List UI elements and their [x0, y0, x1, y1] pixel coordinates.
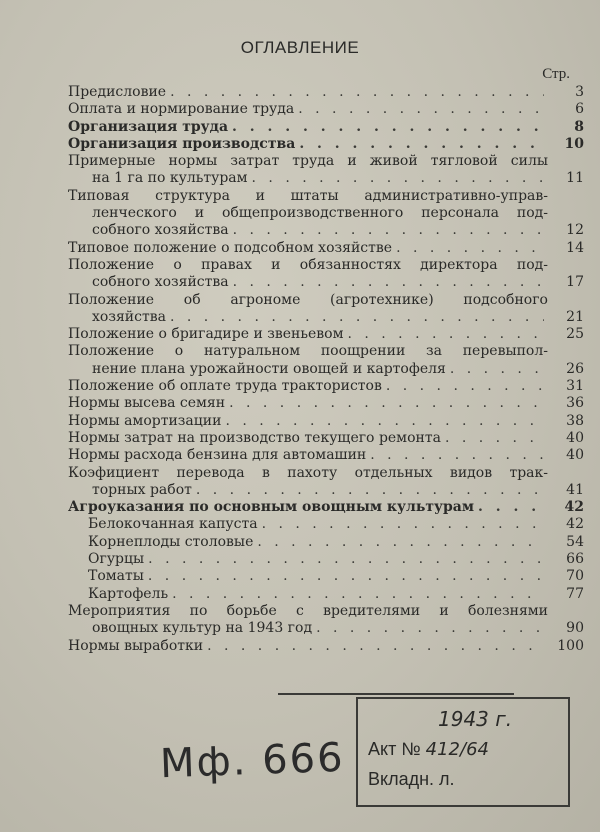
toc-entry-line: Положение об агрономе (агротехнике) подсобного: [68, 291, 548, 308]
toc-page-number: 54: [566, 533, 584, 550]
stamp-act: [368, 739, 489, 760]
toc-entry-text: Огурцы: [88, 551, 145, 568]
toc-title: ОГЛАВЛЕНИЕ: [240, 38, 360, 57]
toc-entry-text: Организация труда: [68, 118, 229, 135]
dot-leader: [170, 84, 544, 101]
stamp-year: 1943 г.: [438, 707, 513, 731]
stamp-act-number: 412/64: [425, 739, 489, 760]
toc-entry: [68, 343, 584, 378]
toc-page-number: 40: [566, 447, 584, 464]
toc-entry-line: [68, 620, 584, 637]
table-of-contents: [68, 84, 584, 655]
toc-entry-text: хозяйства: [92, 308, 166, 325]
toc-page-number: 41: [566, 481, 584, 498]
toc-entry-line: Коэфициент перевода в пахоту отдельных видов трак-: [68, 464, 548, 481]
toc-entry-text: Организация производства: [68, 135, 296, 152]
toc-entry-line: Мероприятия по борьбе с вредителями и болезнями: [68, 602, 548, 619]
toc-entry-line: [68, 482, 584, 499]
toc-entry-line: [68, 638, 584, 655]
toc-entry-line: ленческого и общепроизводственного персонала под-: [92, 205, 548, 222]
dot-leader: [396, 240, 544, 257]
toc-entry-text: нение плана урожайности овощей и картофеля: [92, 360, 446, 377]
toc-entry: [68, 638, 584, 655]
toc-page-number: 77: [566, 585, 584, 602]
toc-entry: [68, 568, 584, 585]
toc-entry-line: [68, 499, 584, 516]
toc-page-number: 21: [566, 308, 584, 325]
toc-entry-text: Картофель: [88, 585, 169, 602]
toc-entry-text: собного хозяйства: [92, 222, 229, 239]
toc-page-number: 36: [566, 395, 584, 412]
toc-entry-text: Положение об оплате труда трактористов: [68, 378, 382, 395]
toc-entry-line: [88, 586, 584, 603]
toc-page-number: 42: [566, 516, 584, 533]
toc-page-number: 3: [575, 84, 584, 100]
page-column-header: Стр.: [542, 66, 570, 82]
toc-entry-line: [68, 326, 584, 343]
toc-page-number: 90: [566, 620, 584, 637]
toc-entry-line: [88, 516, 584, 533]
archive-stamp: [356, 697, 570, 807]
dot-leader: [445, 430, 544, 447]
toc-page-number: 38: [566, 412, 584, 429]
toc-entry: [68, 603, 584, 638]
toc-page-number: 12: [566, 222, 584, 239]
dot-leader: [233, 274, 544, 291]
toc-page-number: 70: [566, 568, 584, 585]
dot-leader: [232, 119, 544, 136]
toc-entry-line: [68, 119, 584, 136]
toc-page-number: 10: [564, 135, 584, 152]
dot-leader: [207, 638, 544, 655]
toc-entry: [68, 378, 584, 395]
dot-leader: [262, 516, 544, 533]
dot-leader: [196, 482, 544, 499]
toc-entry-text: Агроуказания по основным овощным культурам: [68, 499, 475, 516]
dot-leader: [257, 534, 544, 551]
toc-entry-line: Примерные нормы затрат труда и живой тягловой силы: [68, 153, 548, 170]
toc-page-number: 100: [557, 637, 584, 654]
toc-page-number: 40: [566, 429, 584, 446]
toc-entry-text: Нормы затрат на производство текущего ремонта: [68, 429, 441, 446]
toc-entry-text: собного хозяйства: [92, 274, 229, 291]
dot-leader: [252, 170, 544, 187]
toc-entry-text: Томаты: [88, 568, 144, 585]
toc-entry-line: [88, 551, 584, 568]
toc-entry: [68, 413, 584, 430]
toc-entry-line: [68, 309, 584, 326]
toc-entry: [68, 586, 584, 603]
toc-entry: [68, 465, 584, 500]
toc-entry-line: Положение о правах и обязанностях директора под-: [68, 256, 548, 273]
stamp-rule: [278, 693, 514, 695]
toc-page-number: 14: [566, 239, 584, 256]
dot-leader: [299, 136, 544, 153]
dot-leader: [148, 568, 544, 585]
toc-page-number: 8: [574, 118, 584, 135]
handwritten-shelfmark: Мф. 666: [159, 734, 346, 788]
toc-entry-line: [88, 568, 584, 585]
dot-leader: [298, 101, 544, 118]
toc-entry-text: Предисловие: [68, 84, 167, 100]
toc-entry-text: Нормы расхода бензина для автомашин: [68, 447, 367, 464]
toc-entry-line: [68, 274, 584, 291]
dot-leader: [347, 326, 544, 343]
toc-entry: [68, 326, 584, 343]
toc-entry: [68, 240, 584, 257]
toc-entry: [68, 136, 584, 153]
toc-page-number: 66: [566, 551, 584, 568]
toc-entry-line: [68, 136, 584, 153]
toc-page-number: 25: [566, 326, 584, 343]
toc-page-number: 42: [564, 499, 584, 516]
toc-entry-text: Белокочанная капуста: [88, 516, 258, 533]
dot-leader: [229, 395, 544, 412]
toc-entry: [68, 119, 584, 136]
toc-entry: [68, 430, 584, 447]
toc-entry-text: Нормы высева семян: [68, 395, 226, 412]
toc-entry-line: [68, 430, 584, 447]
toc-entry: [68, 551, 584, 568]
toc-entry-line: Типовая структура и штаты административно-управ-: [68, 187, 548, 204]
toc-entry-line: [68, 447, 584, 464]
toc-entry-text: Типовое положение о подсобном хозяйстве: [68, 239, 393, 256]
toc-entry-line: [68, 395, 584, 412]
toc-page-number: 11: [566, 170, 584, 187]
dot-leader: [225, 413, 544, 430]
toc-entry-line: [68, 84, 584, 101]
toc-entry-text: на 1 га по культурам: [92, 170, 248, 187]
dot-leader: [316, 620, 544, 637]
toc-entry: [68, 447, 584, 464]
dot-leader: [233, 222, 544, 239]
toc-entry-line: [88, 534, 584, 551]
toc-page-number: 17: [566, 274, 584, 291]
dot-leader: [170, 309, 544, 326]
toc-entry-text: Положение о бригадире и звеньевом: [68, 326, 344, 343]
toc-page-number: 31: [566, 378, 584, 395]
dot-leader: [386, 378, 544, 395]
toc-entry-line: [68, 378, 584, 395]
dot-leader: [148, 551, 544, 568]
toc-page-number: 26: [566, 360, 584, 377]
toc-entry: [68, 516, 584, 533]
stamp-act-label: Акт №: [368, 739, 421, 759]
stamp-insert-label: Вкладн. л.: [368, 769, 455, 789]
toc-entry-text: Нормы выработки: [68, 637, 204, 654]
toc-entry: [68, 292, 584, 327]
toc-entry-line: Положение о натуральном поощрении за перевыпол-: [68, 343, 548, 360]
toc-entry-line: [68, 361, 584, 378]
toc-page-number: 6: [575, 101, 584, 118]
toc-entry: [68, 153, 584, 188]
toc-entry: [68, 534, 584, 551]
toc-entry-line: [68, 170, 584, 187]
dot-leader: [450, 361, 544, 378]
toc-entry: [68, 257, 584, 292]
toc-entry-text: Нормы амортизации: [68, 412, 222, 429]
toc-entry-line: [68, 222, 584, 239]
dot-leader: [370, 447, 544, 464]
toc-entry-text: торных работ: [92, 481, 192, 498]
dot-leader: [172, 586, 544, 603]
toc-entry-text: Оплата и нормирование труда: [68, 101, 295, 118]
dot-leader: [478, 499, 544, 516]
toc-entry: [68, 499, 584, 516]
toc-entry: [68, 101, 584, 118]
toc-entry-line: [68, 413, 584, 430]
toc-entry: [68, 395, 584, 412]
toc-entry-text: Корнеплоды столовые: [88, 533, 254, 550]
toc-entry-line: [68, 101, 584, 118]
toc-entry-line: [68, 240, 584, 257]
toc-entry-text: овощных культур на 1943 год: [92, 620, 313, 637]
toc-entry: [68, 84, 584, 101]
toc-entry: [68, 188, 584, 240]
